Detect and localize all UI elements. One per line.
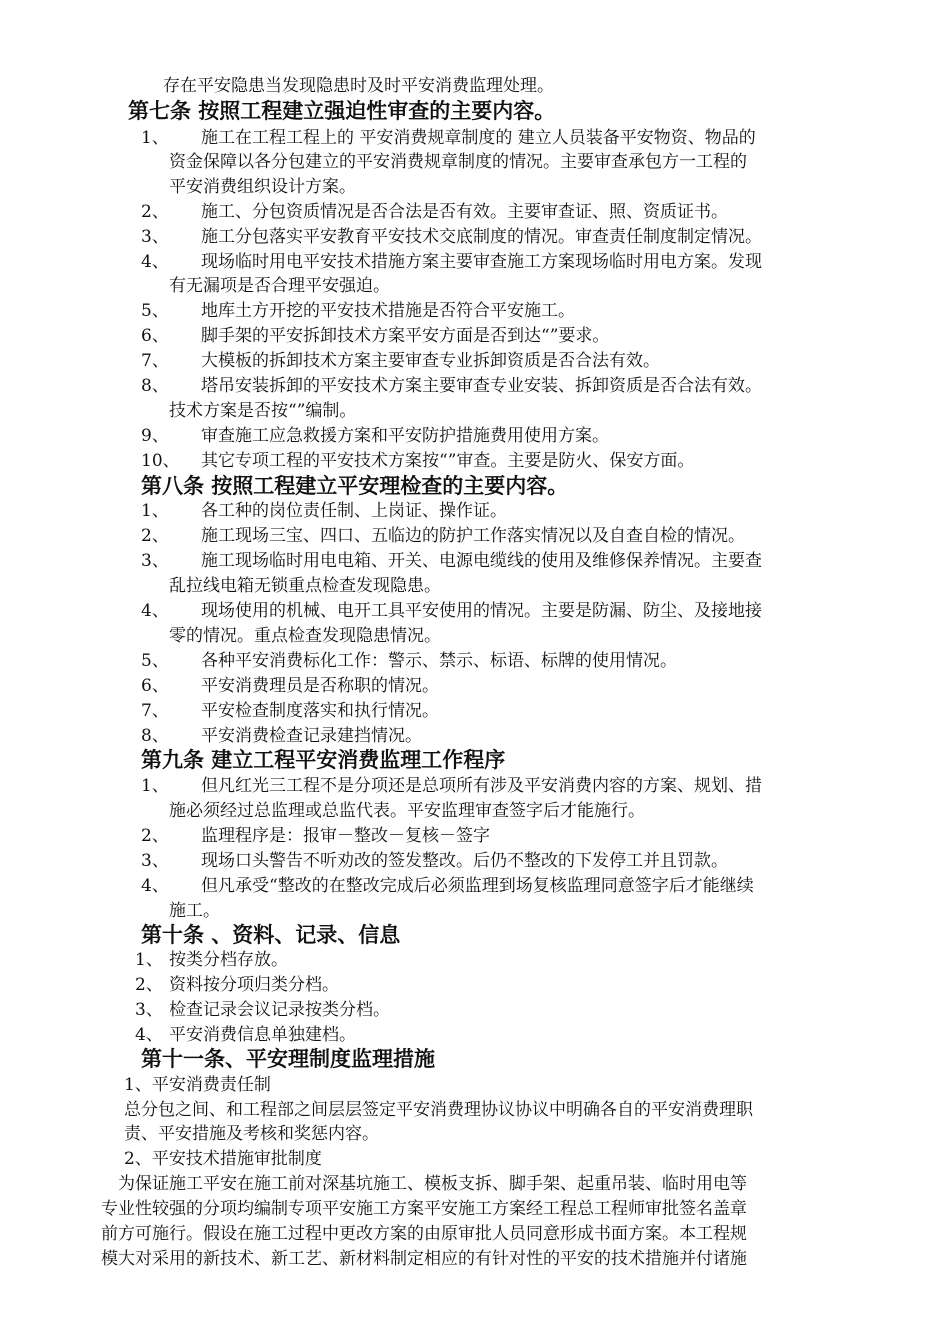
list-item-number: 3、 [141,551,169,571]
list-item-number: 2、 [141,826,169,846]
list-item-text: 但凡承受“整改的在整改完成后必须监理到场复核监理同意签字后才能继续 [201,876,754,896]
subsection-title: 2、平安技术措施审批制度 [124,1149,322,1169]
list-item-number: 4、 [141,252,169,272]
list-item-text: 零的情况。重点检查发现隐患情况。 [169,626,441,646]
list-item-text: 施工现场临时用电电箱、开关、电源电缆线的使用及维修保养情况。主要查 [201,551,762,571]
list-item-text: 审查施工应急救援方案和平安防护措施费用使用方案。 [201,426,609,446]
list-item-text: 按类分档存放。 [169,950,288,970]
list-item-number: 6、 [141,676,169,696]
list-item-number: 7、 [141,701,169,721]
section-11-heading: 第十一条、平安理制度监理措施 [141,1047,435,1071]
list-item-text: 施工分包落实平安教育平安技术交底制度的情况。审查责任制度制定情况。 [201,227,762,247]
paragraph-line: 前方可施行。假设在施工过程中更改方案的由原审批人员同意形成书面方案。本工程规 [101,1224,747,1244]
list-item-text: 有无漏项是否合理平安强迫。 [169,276,390,296]
list-item-text: 资料按分项归类分档。 [169,975,339,995]
list-item-number: 4、 [141,601,169,621]
list-item-text: 施工现场三宝、四口、五临边的防护工作落实情况以及自查自检的情况。 [201,526,745,546]
paragraph-line: 责、平安措施及考核和奖惩内容。 [124,1124,379,1144]
list-item-number: 4、 [135,1025,163,1045]
list-item-text: 地库土方开挖的平安技术措施是否符合平安施工。 [201,301,575,321]
list-item-number: 1、 [141,776,169,796]
section-8-heading: 第八条 按照工程建立平安理检查的主要内容。 [141,474,569,498]
intro-line: 存在平安隐患当发现隐患时及时平安消费监理处理。 [163,76,554,96]
list-item-number: 7、 [141,351,169,371]
list-item-number: 8、 [141,376,169,396]
list-item-text: 施工、分包资质情况是否合法是否有效。主要审查证、照、资质证书。 [201,202,728,222]
list-item-text: 平安检查制度落实和执行情况。 [201,701,439,721]
list-item-text: 乱拉线电箱无锁重点检查发现隐患。 [169,576,441,596]
list-item-number: 2、 [141,526,169,546]
paragraph-line: 模大对采用的新技术、新工艺、新材料制定相应的有针对性的平安的技术措施并付诸施 [101,1249,747,1269]
list-item-text: 但凡红光三工程不是分项还是总项所有涉及平安消费内容的方案、规划、措 [201,776,762,796]
list-item-number: 3、 [135,1000,163,1020]
list-item-number: 5、 [141,651,169,671]
list-item-text: 施必须经过总监理或总监代表。平安监理审查签字后才能施行。 [169,801,645,821]
list-item-number: 2、 [135,975,163,995]
list-item-number: 6、 [141,326,169,346]
list-item-text: 检查记录会议记录按类分档。 [169,1000,390,1020]
list-item-text: 监理程序是：报审－整改－复核－签字 [201,826,490,846]
list-item-text: 施工。 [169,901,220,921]
list-item-text: 平安消费组织设计方案。 [169,177,356,197]
paragraph-line: 为保证施工平安在施工前对深基坑施工、模板支拆、脚手架、起重吊装、临时用电等 [118,1174,747,1194]
paragraph-line: 总分包之间、和工程部之间层层签定平安消费理协议协议中明确各自的平安消费理职 [124,1100,753,1120]
list-item-text: 其它专项工程的平安技术方案按“”审查。主要是防火、保安方面。 [201,451,695,471]
list-item-text: 各工种的岗位责任制、上岗证、操作证。 [201,501,507,521]
section-9-heading: 第九条 建立工程平安消费监理工作程序 [141,748,506,772]
list-item-number: 3、 [141,851,169,871]
paragraph-line: 专业性较强的分项均编制专项平安施工方案平安施工方案经工程总工程师审批签名盖章 [101,1199,747,1219]
list-item-text: 平安消费检查记录建挡情况。 [201,726,422,746]
list-item-number: 1、 [141,501,169,521]
list-item-text: 技术方案是否按“”编制。 [169,401,357,421]
list-item-number: 3、 [141,227,169,247]
section-10-heading: 第十条 、资料、记录、信息 [141,923,401,947]
list-item-text: 塔吊安装拆卸的平安技术方案主要审查专业安装、拆卸资质是否合法有效。 [201,376,762,396]
list-item-text: 施工在工程工程上的 平安消费规章制度的 建立人员装备平安物资、物品的 [201,128,756,148]
list-item-text: 现场临时用电平安技术措施方案主要审查施工方案现场临时用电方案。发现 [201,252,762,272]
list-item-number: 8、 [141,726,169,746]
list-item-text: 大模板的拆卸技术方案主要审查专业拆卸资质是否合法有效。 [201,351,660,371]
list-item-text: 现场口头警告不听劝改的签发整改。后仍不整改的下发停工并且罚款。 [201,851,728,871]
subsection-title: 1、平安消费责任制 [124,1075,271,1095]
list-item-number: 1、 [141,128,169,148]
list-item-text: 资金保障以各分包建立的平安消费规章制度的情况。主要审查承包方一工程的 [169,152,747,172]
list-item-number: 2、 [141,202,169,222]
list-item-number: 4、 [141,876,169,896]
list-item-text: 平安消费信息单独建档。 [169,1025,356,1045]
list-item-number: 1、 [135,950,163,970]
list-item-text: 脚手架的平安拆卸技术方案平安方面是否到达“”要求。 [201,326,610,346]
list-item-text: 平安消费理员是否称职的情况。 [201,676,439,696]
list-item-text: 现场使用的机械、电开工具平安使用的情况。主要是防漏、防尘、及接地接 [201,601,762,621]
list-item-text: 各种平安消费标化工作：警示、禁示、标语、标牌的使用情况。 [201,651,677,671]
section-7-heading: 第七条 按照工程建立强迫性审查的主要内容。 [128,99,556,123]
list-item-number: 9、 [141,426,169,446]
list-item-number: 5、 [141,301,169,321]
list-item-number: 10、 [141,451,180,471]
